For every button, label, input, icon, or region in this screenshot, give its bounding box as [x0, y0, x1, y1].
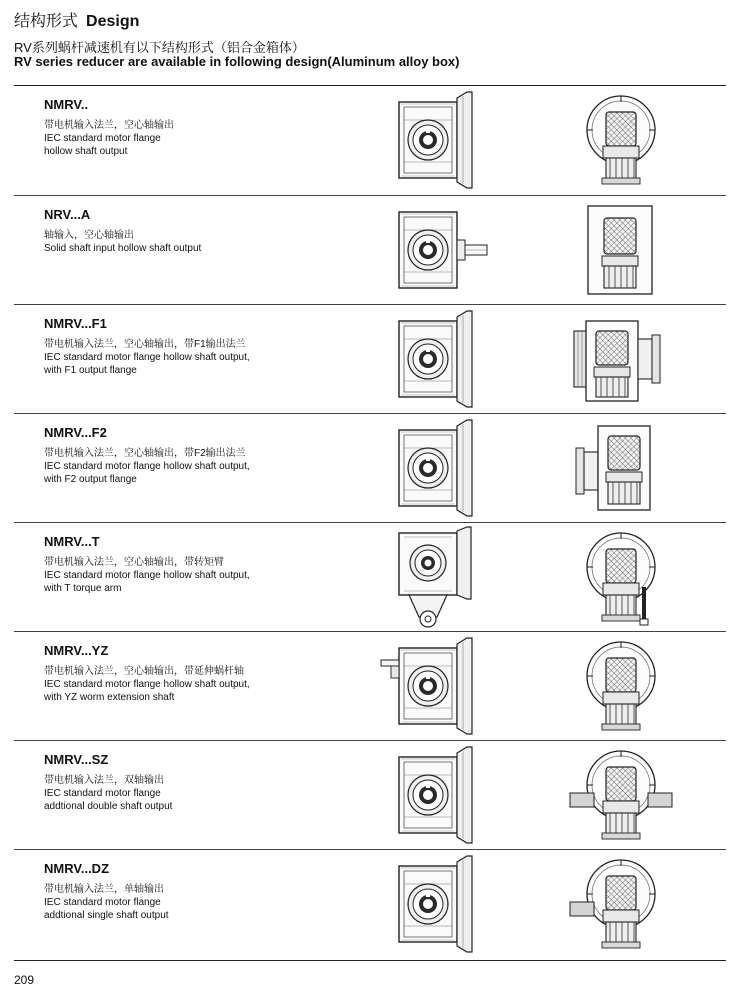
end-view-drawing — [566, 90, 676, 190]
row-description — [44, 229, 201, 255]
row-model-title: NMRV...SZ — [44, 752, 109, 767]
row-desc-cn: 带电机输入法兰，双轴输出 — [44, 775, 164, 786]
end-view-drawing — [566, 745, 676, 845]
subtitle-en: RV series reducer are available in following design(Aluminum alloy box) — [14, 54, 460, 69]
row-desc-cn: 带电机输入法兰，空心轴输出，带F2输出法兰 — [44, 448, 246, 459]
row-description — [44, 447, 250, 486]
side-view-drawing — [379, 636, 489, 736]
end-view-drawing — [566, 854, 676, 954]
row-model-title: NMRV...YZ — [44, 643, 109, 658]
side-view-drawing — [379, 527, 489, 627]
row-desc-en-2: with T torque arm — [44, 583, 122, 594]
page-number: 209 — [14, 973, 35, 987]
side-view-drawing — [379, 745, 489, 845]
design-row-nmrv-f2 — [14, 413, 726, 523]
row-desc-cn: 带电机输入法兰，单轴输出 — [44, 884, 164, 895]
row-desc-en-1: IEC standard motor flange — [44, 788, 161, 799]
row-desc-en-2: addtional single shaft output — [44, 910, 169, 921]
end-view-drawing — [566, 636, 676, 736]
row-model-title: NMRV...F2 — [44, 425, 107, 440]
side-view-drawing — [379, 90, 489, 190]
row-desc-en-1: IEC standard motor flange — [44, 897, 161, 908]
end-view-drawing — [566, 418, 676, 518]
heading-cn: 结构形式 — [14, 13, 79, 30]
row-desc-cn: 带电机输入法兰，空心轴输出，带F1输出法兰 — [44, 339, 246, 350]
row-desc-cn: 带电机输入法兰，空心轴输出，带延伸蜗杆轴 — [44, 666, 244, 677]
row-desc-en-1: IEC standard motor flange hollow shaft output, — [44, 461, 250, 472]
row-description — [44, 556, 250, 595]
row-model-title: NMRV...DZ — [44, 861, 110, 876]
row-description — [44, 119, 174, 158]
side-view-drawing — [379, 854, 489, 954]
row-desc-en-1: IEC standard motor flange hollow shaft output, — [44, 679, 250, 690]
heading-en: Design — [86, 13, 140, 30]
row-desc-en-1: Solid shaft input hollow shaft output — [44, 243, 202, 254]
side-view-drawing — [379, 418, 489, 518]
row-description — [44, 774, 172, 813]
row-model-title: NMRV...F1 — [44, 316, 107, 331]
end-view-drawing — [566, 309, 676, 409]
row-description — [44, 665, 250, 704]
row-model-title: NRV...A — [44, 207, 91, 222]
row-desc-en-1: IEC standard motor flange — [44, 133, 161, 144]
row-desc-en-2: with F1 output flange — [44, 365, 137, 376]
row-description — [44, 883, 169, 922]
end-view-drawing — [566, 527, 676, 627]
row-desc-en-2: addtional double shaft output — [44, 801, 173, 812]
row-model-title: NMRV.. — [44, 97, 89, 112]
design-row-nmrv-dz — [14, 849, 726, 959]
design-row-nmrv-yz — [14, 631, 726, 741]
design-table — [14, 85, 726, 961]
design-row-nmrv — [14, 86, 726, 195]
row-desc-en-2: with F2 output flange — [44, 474, 137, 485]
end-view-drawing — [566, 200, 676, 300]
subtitle-cn: RV系列蜗杆减速机有以下结构形式（铝合金箱体） — [14, 40, 305, 55]
row-desc-en-2: with YZ worm extension shaft — [44, 692, 175, 703]
row-desc-cn: 带电机输入法兰，空心轴输出 — [44, 120, 174, 131]
page-heading — [14, 8, 139, 31]
row-model-title: NMRV...T — [44, 534, 100, 549]
row-desc-en-1: IEC standard motor flange hollow shaft output, — [44, 570, 250, 581]
row-desc-cn: 轴输入，空心轴输出 — [44, 230, 134, 241]
design-row-nmrv-f1 — [14, 304, 726, 414]
row-desc-en-1: IEC standard motor flange hollow shaft output, — [44, 352, 250, 363]
design-row-nrv-a — [14, 195, 726, 305]
row-desc-en-2: hollow shaft output — [44, 146, 128, 157]
row-description — [44, 338, 250, 377]
design-row-nmrv-t — [14, 522, 726, 632]
side-view-drawing — [379, 309, 489, 409]
row-desc-cn: 带电机输入法兰，空心轴输出，带转矩臂 — [44, 557, 224, 568]
design-row-nmrv-sz — [14, 740, 726, 850]
side-view-drawing — [379, 200, 489, 300]
